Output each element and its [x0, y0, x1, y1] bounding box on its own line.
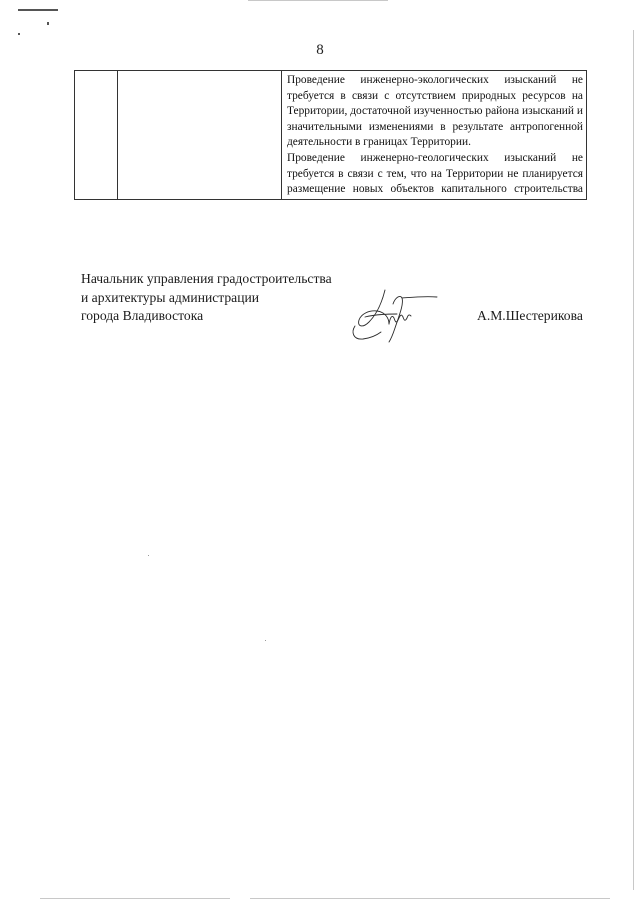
scan-speck	[148, 555, 149, 556]
document-table	[74, 70, 587, 200]
paragraph-ecological-surveys: Проведение инженерно-экологических изысканий не требуется в связи с отсутствием природных ресурсов на Территории, достаточной изученностью района изысканий и значительными изменениями в результате антропогенной деятельности в границах Территории.	[287, 74, 583, 149]
scan-mark	[47, 22, 49, 25]
table-cell-name	[118, 71, 282, 200]
position-line: Начальник управления градостроительства	[81, 271, 332, 286]
table-row	[75, 71, 587, 200]
scan-line	[250, 898, 610, 899]
scan-speck	[265, 640, 266, 641]
scan-line	[40, 898, 230, 899]
position-line: города Владивостока	[81, 308, 204, 323]
table-cell-index	[75, 71, 118, 200]
page-number: 8	[316, 42, 324, 58]
handwritten-signature	[345, 284, 440, 349]
signatory-position	[81, 270, 332, 326]
scan-line	[633, 30, 634, 890]
position-line: и архитектуры администрации	[81, 289, 260, 305]
scan-line	[248, 0, 388, 1]
table-cell-description	[282, 71, 587, 200]
cell-text	[282, 71, 586, 199]
paragraph-geological-surveys: Проведение инженерно-геологических изысканий не требуется в связи с тем, что на Территории не планируется размещение новых объектов капитального строительства	[287, 151, 583, 196]
scan-mark	[18, 33, 20, 35]
signatory-name: А.М.Шестерикова	[477, 308, 583, 323]
scan-mark	[18, 9, 58, 11]
